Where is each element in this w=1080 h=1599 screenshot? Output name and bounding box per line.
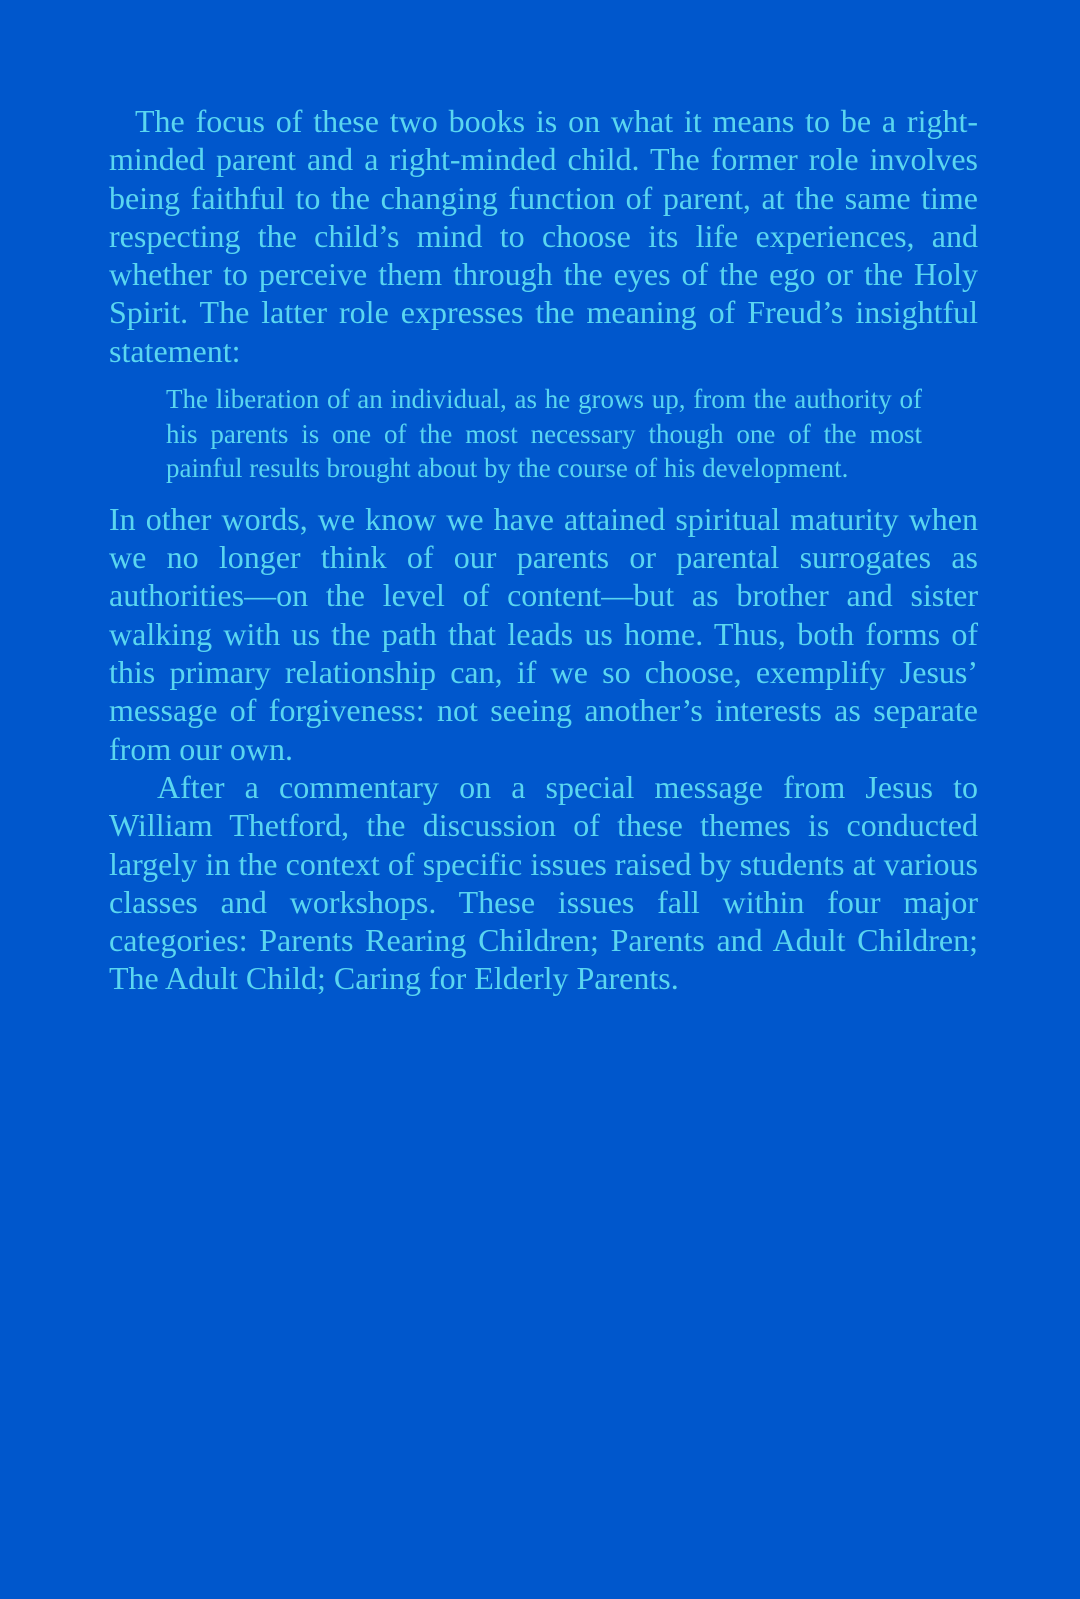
paragraph-categories: After a commentary on a special message from Jesus to William Thetford, the discussion of these themes is conducted largely in the context of specific issues raised by students at various classes and workshops. These issues fall within four major categories: Parents Rearing Children; Parents and Adult Children; The Adult Child; Caring for Elderly Parents. — [109, 768, 978, 997]
body-text — [109, 102, 978, 998]
paragraph-spiritual-maturity: In other words, we know we have attained spiritual maturity when we no longer think of our parents or parental surrogates as authorities—on the level of content—but as brother and sister walking with us the path that leads us home. Thus, both forms of this primary relationship can, if we so choose, exemplify Jesus’ message of forgiveness: not seeing another’s interests as separate from our own. — [109, 500, 978, 767]
paragraph-intro: The focus of these two books is on what it means to be a right-minded parent and a right-minded child. The former role involves being faithful to the changing function of parent, at the same time respecting the child’s mind to choose its life experiences, and whether to perceive them through the eyes of the ego or the Holy Spirit. The latter role expresses the meaning of Freud’s insightful statement: — [109, 103, 978, 369]
freud-quote: The liberation of an individual, as he grows up, from the authority of his parents is one of the most necessary though one of the most painful results brought about by the course of his development. — [166, 384, 922, 484]
